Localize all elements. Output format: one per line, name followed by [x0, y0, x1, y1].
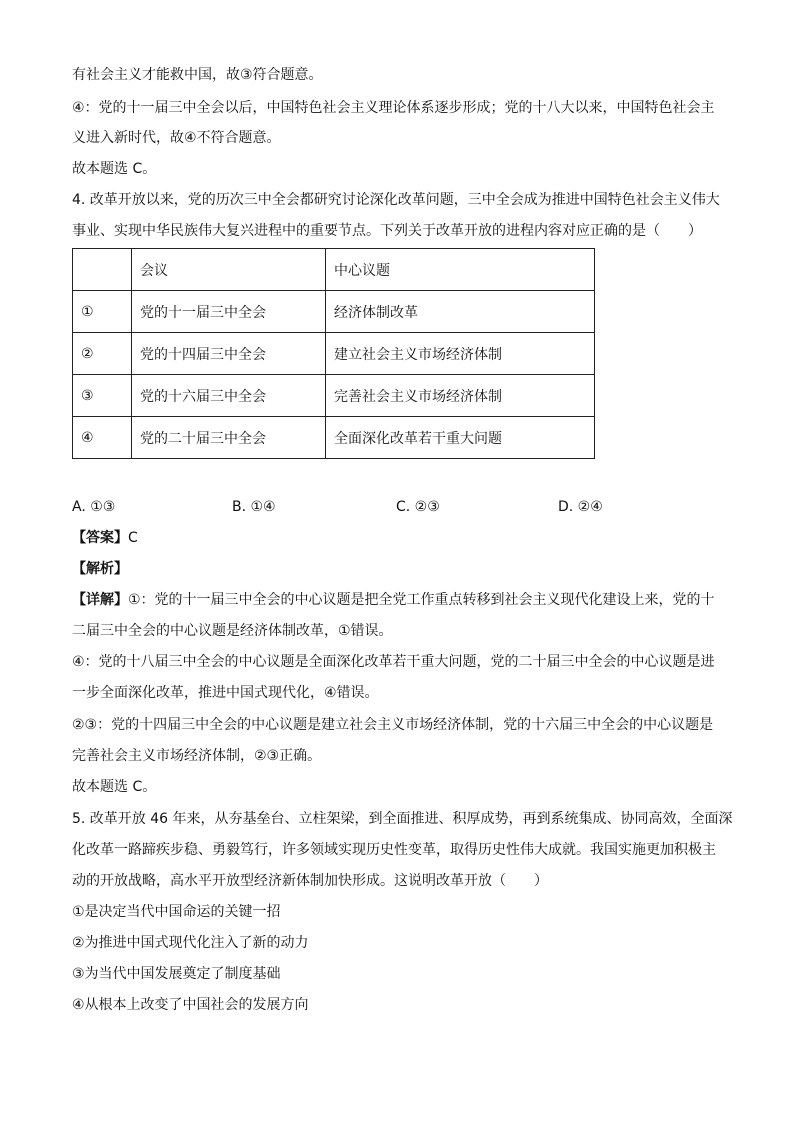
table-row	[73, 333, 595, 375]
text-line: 故本题选 C。	[72, 161, 157, 177]
detail-line: ②③：党的十四届三中全会的中心议题是建立社会主义市场经济体制，党的十六届三中全会的中心议题是	[72, 717, 714, 733]
table-cell: 全面深化改革若干重大问题	[326, 417, 595, 459]
table-cell: ①	[73, 291, 132, 333]
answer-line	[72, 528, 138, 548]
text-line: 义进入新时代，故④不符合题意。	[72, 130, 281, 146]
detail-text: ①：党的十一届三中全会的中心议题是把全党工作重点转移到社会主义现代化建设上来，党的十	[128, 592, 715, 608]
table-row	[73, 291, 595, 333]
table-row	[73, 375, 595, 417]
detail-line: ④：党的十八届三中全会的中心议题是全面深化改革若干重大问题，党的二十届三中全会的中心议题是进	[72, 654, 715, 670]
option-a: A. ①③	[72, 499, 116, 515]
table-header-cell: 中心议题	[326, 249, 595, 291]
detail-line	[72, 590, 715, 610]
table-cell: 建立社会主义市场经济体制	[326, 333, 595, 375]
statement-2: ②为推进中国式现代化注入了新的动力	[72, 935, 309, 951]
table-header-cell: 会议	[132, 249, 326, 291]
question-5-stem: 动的开放战略，高水平开放型经济新体制加快形成。这说明改革开放（ ）	[72, 873, 548, 889]
plenum-table	[72, 248, 595, 459]
statement-3: ③为当代中国发展奠定了制度基础	[72, 966, 281, 982]
detail-line: 一步全面深化改革，推进中国式现代化，④错误。	[72, 685, 379, 701]
table-cell: 完善社会主义市场经济体制	[326, 375, 595, 417]
table-cell: 党的十六届三中全会	[132, 375, 326, 417]
answer-value: C	[128, 530, 138, 546]
analysis-tag: 【解析】	[72, 561, 128, 577]
table-header-row	[73, 249, 595, 291]
statement-1: ①是决定当代中国命运的关键一招	[72, 904, 281, 920]
table-cell: 党的十一届三中全会	[132, 291, 326, 333]
question-4-stem: 事业、实现中华民族伟大复兴进程中的重要节点。下列关于改革开放的进程内容对应正确的是（ ）	[72, 223, 702, 239]
question-5-stem: 化改革一路蹄疾步稳、勇毅笃行，许多领域实现历史性变革，取得历史性伟大成就。我国实施更加积极主	[72, 842, 716, 858]
table-cell: 党的十四届三中全会	[132, 333, 326, 375]
table-cell: ②	[73, 333, 132, 375]
option-c: C. ②③	[396, 499, 440, 515]
option-b: B. ①④	[232, 499, 276, 515]
table-cell: ③	[73, 375, 132, 417]
table-cell: ④	[73, 417, 132, 459]
detail-tag: 【详解】	[72, 592, 128, 608]
option-d: D. ②④	[558, 499, 603, 515]
table-cell: 党的二十届三中全会	[132, 417, 326, 459]
question-5-stem: 5. 改革开放 46 年来，从夯基垒台、立柱架梁，到全面推进、积厚成势，再到系统集成、协同高效，全面深	[72, 811, 733, 827]
text-line: ④：党的十一届三中全会以后，中国特色社会主义理论体系逐步形成；党的十八大以来，中国特色社会主	[72, 100, 715, 116]
detail-line: 完善社会主义市场经济体制，②③正确。	[72, 748, 322, 764]
statement-4: ④从根本上改变了中国社会的发展方向	[72, 997, 309, 1013]
analysis-line	[72, 559, 128, 579]
answer-tag: 【答案】	[72, 530, 128, 546]
table-cell: 经济体制改革	[326, 291, 595, 333]
question-4-stem: 4. 改革开放以来，党的历次三中全会都研究讨论深化改革问题，三中全会成为推进中国特色社会主义伟大	[72, 192, 720, 208]
text-line: 有社会主义才能救中国，故③符合题意。	[72, 67, 323, 83]
detail-line: 故本题选 C。	[72, 779, 157, 795]
table-row	[73, 417, 595, 459]
detail-line: 二届三中全会的中心议题是经济体制改革，①错误。	[72, 623, 393, 639]
table-header-cell	[73, 249, 132, 291]
